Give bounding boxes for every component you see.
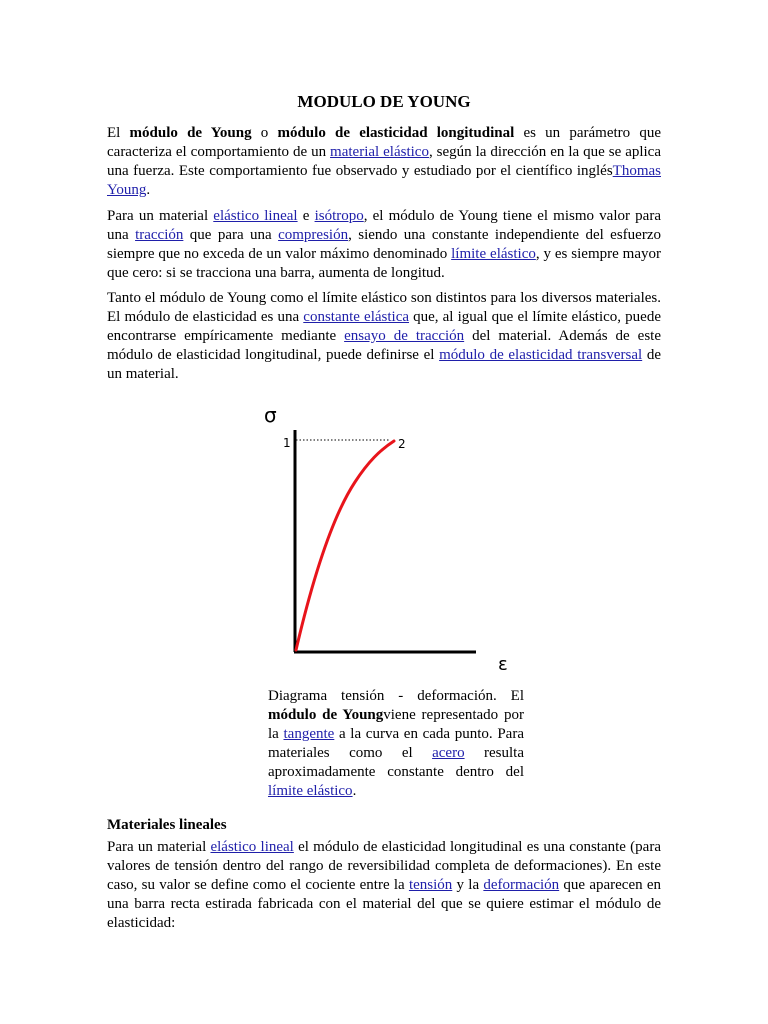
text: , siendo una constante independiente del esfuerzo siempre que no exceda de un valor máximo denominado xyxy=(107,227,661,262)
text: es un parámetro que caracteriza el comportamiento de un xyxy=(107,125,662,160)
text: El xyxy=(107,125,130,141)
text: Diagrama tensión - deformación. El xyxy=(268,688,524,704)
text: que para una xyxy=(183,227,279,243)
link-thomas-young[interactable]: Thomas Young xyxy=(107,163,661,198)
section-heading-materiales-lineales: Materiales lineales xyxy=(107,817,227,833)
link-constante-elastica[interactable]: constante elástica xyxy=(303,309,410,325)
link-tangente[interactable]: tangente xyxy=(283,726,335,742)
text: , y es siempre mayor que cero: si se tracciona una barra, aumenta de longitud. xyxy=(107,246,661,281)
epsilon-axis-label: ε xyxy=(498,654,508,675)
link-elastico-lineal-2[interactable]: elástico lineal xyxy=(210,839,294,855)
intro-paragraph xyxy=(107,124,661,200)
text: el módulo de elasticidad longitudinal es una constante (para valores de tensión dentro del rango de reversibilidad completa de deformaciones). En este caso, su valor se define como el cociente entre la xyxy=(107,839,661,893)
text: . xyxy=(146,182,151,198)
point-1-label: 1 xyxy=(283,436,291,450)
stress-strain-curve xyxy=(296,441,394,650)
text: , el módulo de Young tiene el mismo valor para una xyxy=(107,208,661,243)
point-2-label: 2 xyxy=(398,437,406,451)
text: o xyxy=(251,125,278,141)
link-ensayo-de-traccion[interactable]: ensayo de tracción xyxy=(344,328,465,344)
link-limite-elastico[interactable]: límite elástico xyxy=(451,246,536,262)
page-title: MODULO DE YOUNG xyxy=(297,92,471,111)
isotropy-paragraph xyxy=(107,207,661,283)
stress-strain-diagram xyxy=(260,400,520,680)
text: . xyxy=(352,783,357,799)
link-modulo-elasticidad-transversal[interactable]: módulo de elasticidad transversal xyxy=(439,347,643,363)
link-deformacion[interactable]: deformación xyxy=(483,877,560,893)
figure-caption xyxy=(268,687,524,801)
text: viene representado por la xyxy=(268,707,524,742)
text: , según la dirección en la que se aplica una fuerza. Este comportamiento fue observado y estudiado por el científico inglés xyxy=(107,144,662,179)
text: a la curva en cada punto. Para materiales como el xyxy=(268,726,524,761)
bold-term: módulo de elasticidad longitudinal xyxy=(277,125,515,141)
link-traccion[interactable]: tracción xyxy=(135,227,184,243)
text: y la xyxy=(452,877,484,893)
text: e xyxy=(297,208,315,224)
text: Tanto el módulo de Young como el límite elástico son distintos para los diversos materiales. El módulo de elasticidad es una xyxy=(107,290,661,325)
link-acero[interactable]: acero xyxy=(432,745,465,761)
bold-term: módulo de Young xyxy=(268,707,384,723)
text: de un material. xyxy=(107,347,661,382)
text: del material. Además de este módulo de elasticidad longitudinal, puede definirse el xyxy=(107,328,661,363)
linear-materials-paragraph xyxy=(107,838,661,933)
link-material-elastico[interactable]: material elástico xyxy=(330,144,429,160)
materials-paragraph xyxy=(107,289,661,384)
sigma-axis-label: σ xyxy=(264,403,277,427)
text: que aparecen en una barra recta estirada fabricada con el material del que se quiere estimar el módulo de elasticidad: xyxy=(107,877,662,931)
link-limite-elastico-caption[interactable]: límite elástico xyxy=(268,783,353,799)
text: que, al igual que el límite elástico, puede encontrarse empíricamente mediante xyxy=(107,309,661,344)
bold-term: módulo de Young xyxy=(129,125,252,141)
link-elastico-lineal[interactable]: elástico lineal xyxy=(213,208,298,224)
link-compresion[interactable]: compresión xyxy=(278,227,349,243)
link-isotropo[interactable]: isótropo xyxy=(314,208,364,224)
link-tension[interactable]: tensión xyxy=(408,877,453,893)
text: Para un material xyxy=(107,208,214,224)
text: Para un material xyxy=(107,839,211,855)
text: resulta aproximadamente constante dentro del xyxy=(268,745,524,780)
